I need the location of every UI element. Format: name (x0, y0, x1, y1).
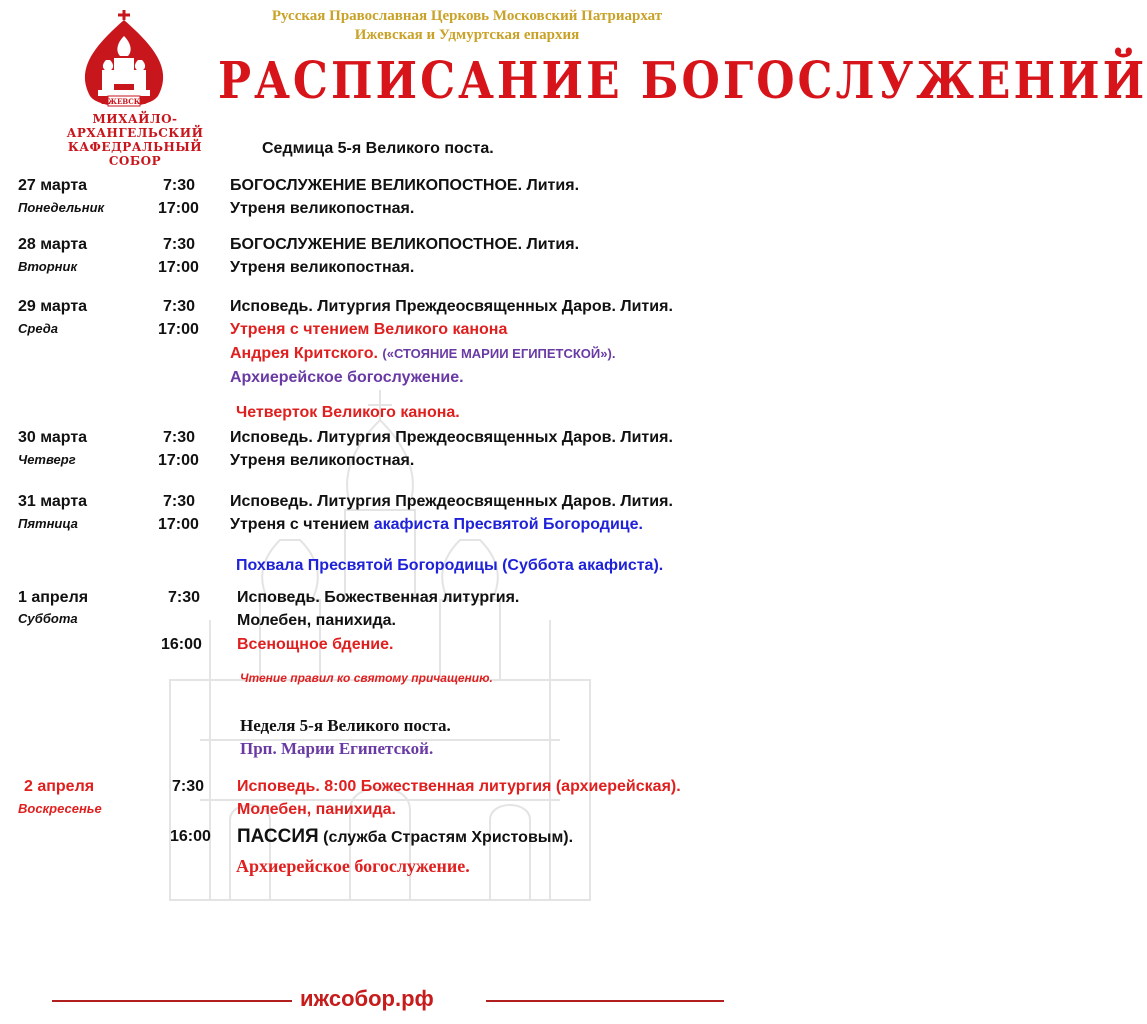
logo-caption-line1: МИХАЙЛО-АРХАНГЕЛЬСКИЙ (66, 112, 204, 140)
diocese-name: Ижевская и Удмуртская епархия (354, 27, 580, 43)
service-extra-part: («СТОЯНИЕ МАРИИ ЕГИПЕТСКОЙ»). (382, 346, 616, 361)
day-weekday: Вторник (18, 259, 78, 274)
day-weekday: Среда (18, 321, 58, 336)
logo-caption-line2: КАФЕДРАЛЬНЫЙ СОБОР (67, 140, 203, 168)
day-weekday: Понедельник (18, 200, 105, 215)
service-text-part: Утреня с чтением (230, 516, 374, 533)
day-date: 1 апреля (18, 589, 89, 606)
service-text (230, 516, 643, 534)
service-extra-line (230, 345, 615, 363)
service-time: 16:00 (161, 636, 202, 653)
service-text: Утреня великопостная. (230, 200, 415, 217)
service-text (237, 826, 573, 848)
church-name: Русская Православная Церковь Московский Патриархат (271, 8, 663, 24)
service-text: БОГОСЛУЖЕНИЕ ВЕЛИКОПОСТНОЕ. Лития. (230, 177, 580, 194)
week-subtitle: Седмица 5-я Великого поста. (262, 140, 494, 157)
service-text: Утреня с чтением Великого канона (230, 321, 508, 338)
service-time: 17:00 (158, 452, 199, 469)
communion-note: Чтение правил ко святому причащению. (240, 671, 493, 685)
day-date: 27 марта (18, 177, 88, 194)
page-title: РАСПИСАНИЕ БОГОСЛУЖЕНИЙ (218, 52, 1147, 111)
day-date: 30 марта (18, 429, 88, 446)
day-weekday: Воскресенье (18, 801, 102, 816)
service-time: 7:30 (172, 778, 205, 795)
service-text: БОГОСЛУЖЕНИЕ ВЕЛИКОПОСТНОЕ. Лития. (230, 236, 580, 253)
service-text-part: акафиста Пресвятой Богородице. (373, 516, 643, 533)
cathedral-logo-icon (72, 8, 176, 112)
day-heading: Неделя 5-я Великого поста. (240, 716, 451, 735)
service-time: 17:00 (158, 516, 199, 533)
day-weekday: Четверг (18, 452, 76, 467)
service-time: 17:00 (158, 321, 199, 338)
service-text: Исповедь. Литургия Преждеосвященных Даров. Лития. (230, 429, 673, 446)
footer-site-link[interactable]: ижсобор.рф (300, 986, 434, 1011)
day-heading: Похвала Пресвятой Богородицы (Суббота акафиста). (236, 557, 664, 574)
service-text-part: ПАССИЯ (237, 826, 319, 847)
service-text: Утреня великопостная. (230, 259, 415, 276)
service-time: 16:00 (170, 828, 211, 845)
footer-divider-left (52, 1000, 292, 1002)
bishop-service-note: Архиерейское богослужение. (230, 369, 464, 386)
service-time: 7:30 (163, 429, 196, 446)
service-text: Молебен, панихида. (237, 612, 396, 629)
footer-divider-right (486, 1000, 724, 1002)
service-time: 17:00 (158, 200, 199, 217)
day-weekday: Пятница (18, 516, 78, 531)
service-time: 7:30 (163, 236, 196, 253)
logo-caption (50, 112, 220, 168)
service-text: Исповедь. Литургия Преждеосвященных Даров. Лития. (230, 298, 673, 315)
service-time: 17:00 (158, 259, 199, 276)
service-time: 7:30 (163, 298, 196, 315)
bishop-service-note: Архиерейское богослужение. (236, 856, 470, 876)
day-weekday: Суббота (18, 611, 78, 626)
service-text: Исповедь. 8:00 Божественная литургия (архиерейская). (237, 778, 681, 795)
day-date: 31 марта (18, 493, 88, 510)
service-time: 7:30 (163, 493, 196, 510)
service-text: Молебен, панихида. (237, 801, 396, 818)
service-time: 7:30 (163, 177, 196, 194)
day-heading-saint: Прп. Марии Египетской. (240, 739, 434, 758)
service-text: Утреня великопостная. (230, 452, 415, 469)
service-text: Исповедь. Божественная литургия. (237, 589, 520, 606)
day-date: 2 апреля (24, 778, 95, 795)
service-time: 7:30 (168, 589, 201, 606)
day-date: 28 марта (18, 236, 88, 253)
service-text: Исповедь. Литургия Преждеосвященных Даров. Лития. (230, 493, 673, 510)
service-text-part: (служба Страстям Христовым). (318, 829, 574, 846)
day-heading: Четверток Великого канона. (236, 404, 460, 421)
logo-plaque-text: ИЖЕВСКЪ (101, 97, 147, 106)
service-text: Всенощное бдение. (237, 636, 394, 653)
service-extra-part: Андрея Критского. (230, 345, 378, 362)
day-date: 29 марта (18, 298, 88, 315)
